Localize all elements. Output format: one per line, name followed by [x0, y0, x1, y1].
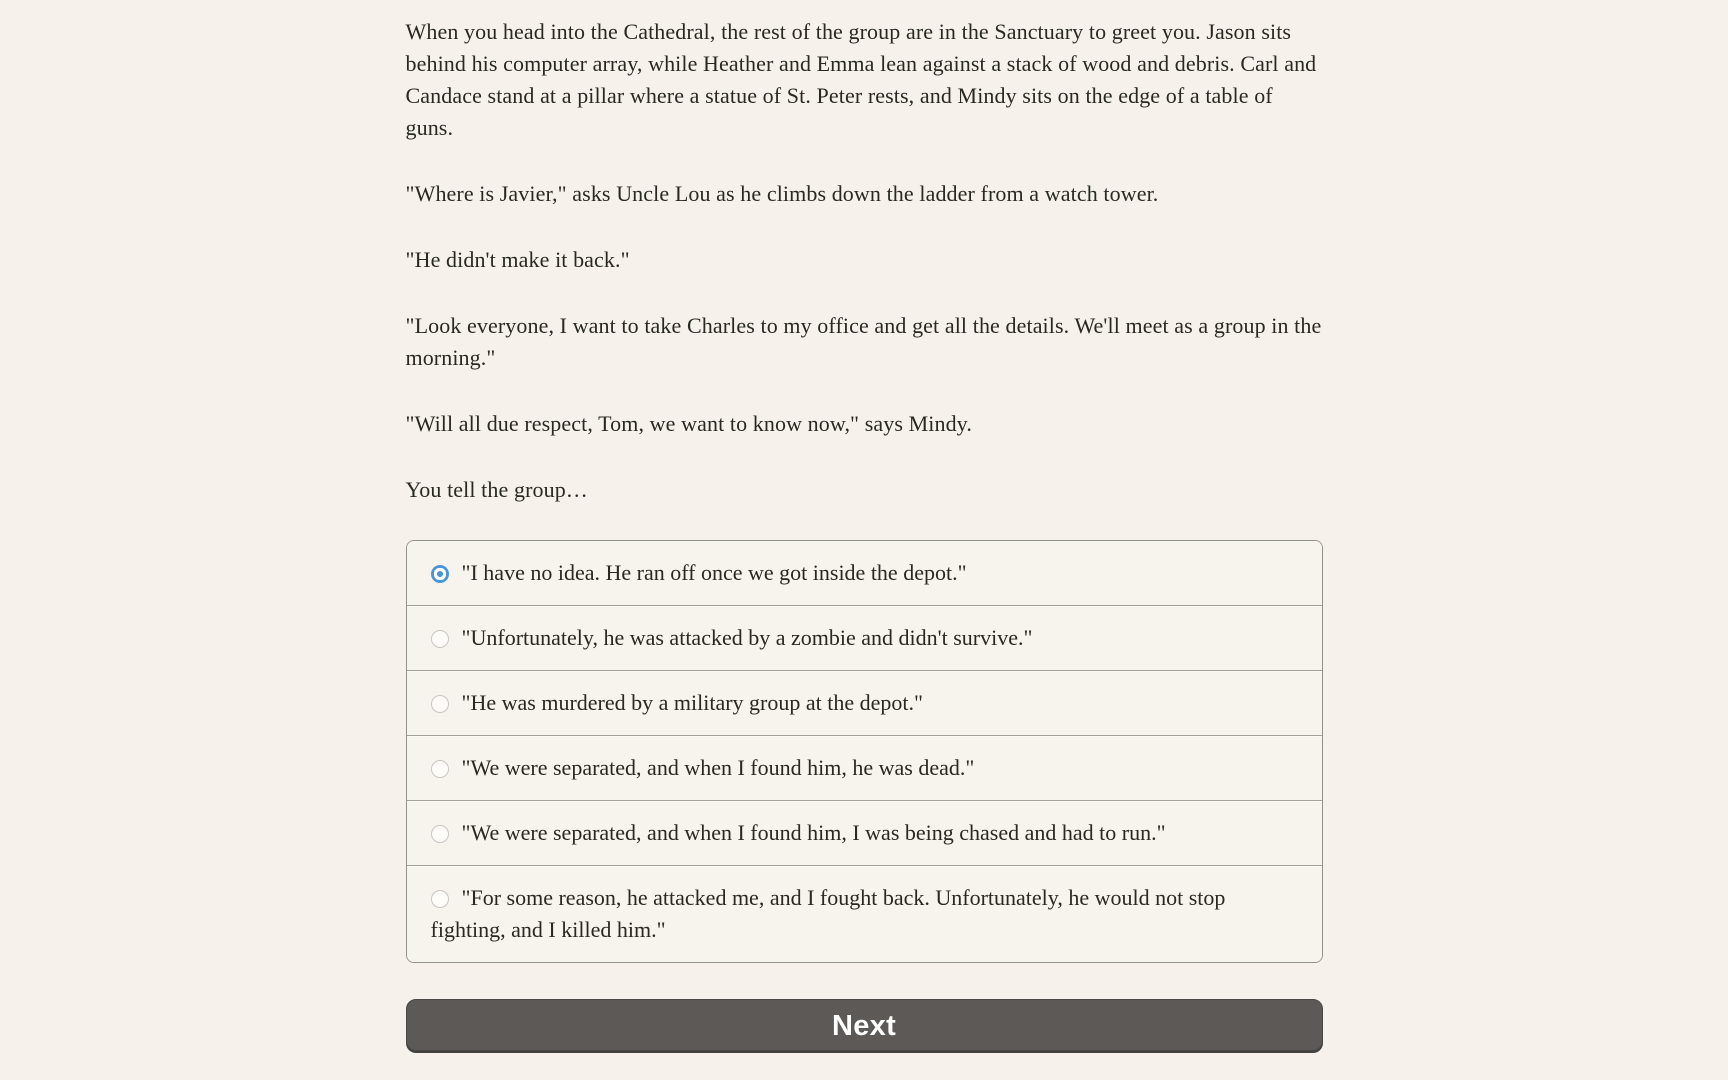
choice-option[interactable] [407, 865, 1322, 962]
radio-button-icon[interactable] [431, 760, 449, 778]
choice-option-label: "He was murdered by a military group at the depot." [461, 690, 923, 715]
choice-option[interactable] [407, 800, 1322, 865]
radio-button-icon[interactable] [431, 890, 449, 908]
choice-option[interactable] [407, 605, 1322, 670]
story-page [406, 0, 1323, 1051]
story-paragraph: "Will all due respect, Tom, we want to know now," says Mindy. [405, 411, 972, 436]
choice-option-label: "For some reason, he attacked me, and I fought back. Unfortunately, he would not stop fighting, and I killed him." [430, 885, 1226, 942]
story-paragraph: "Where is Javier," asks Uncle Lou as he climbs down the ladder from a watch tower. [405, 181, 1159, 206]
choice-list [406, 540, 1323, 963]
next-button[interactable]: Next [406, 999, 1323, 1051]
choice-option-label: "Unfortunately, he was attacked by a zombie and didn't survive." [461, 625, 1033, 650]
choice-option-label: "We were separated, and when I found him, I was being chased and had to run." [461, 820, 1166, 845]
radio-button-icon[interactable] [431, 825, 449, 843]
story-paragraph: "Look everyone, I want to take Charles to my office and get all the details. We'll meet as a group in the morning." [405, 313, 1322, 370]
story-paragraph: When you head into the Cathedral, the rest of the group are in the Sanctuary to greet you. Jason sits behind his computer array, while Heather and Emma lean against a stack of wood and debris. Carl and Candace stand at a pillar where a statue of St. Peter rests, and Mindy sits on the edge of a table of guns. [405, 19, 1317, 140]
choice-option[interactable] [407, 735, 1322, 800]
radio-button-icon[interactable] [431, 565, 449, 583]
radio-button-icon[interactable] [431, 630, 449, 648]
choice-option-label: "I have no idea. He ran off once we got inside the depot." [461, 560, 967, 585]
story-paragraph: "He didn't make it back." [405, 247, 630, 272]
choice-prompt: You tell the group… [405, 477, 588, 502]
choice-option-label: "We were separated, and when I found him, he was dead." [461, 755, 975, 780]
choice-option[interactable] [407, 541, 1322, 605]
choice-option[interactable] [407, 670, 1322, 735]
radio-button-icon[interactable] [431, 695, 449, 713]
